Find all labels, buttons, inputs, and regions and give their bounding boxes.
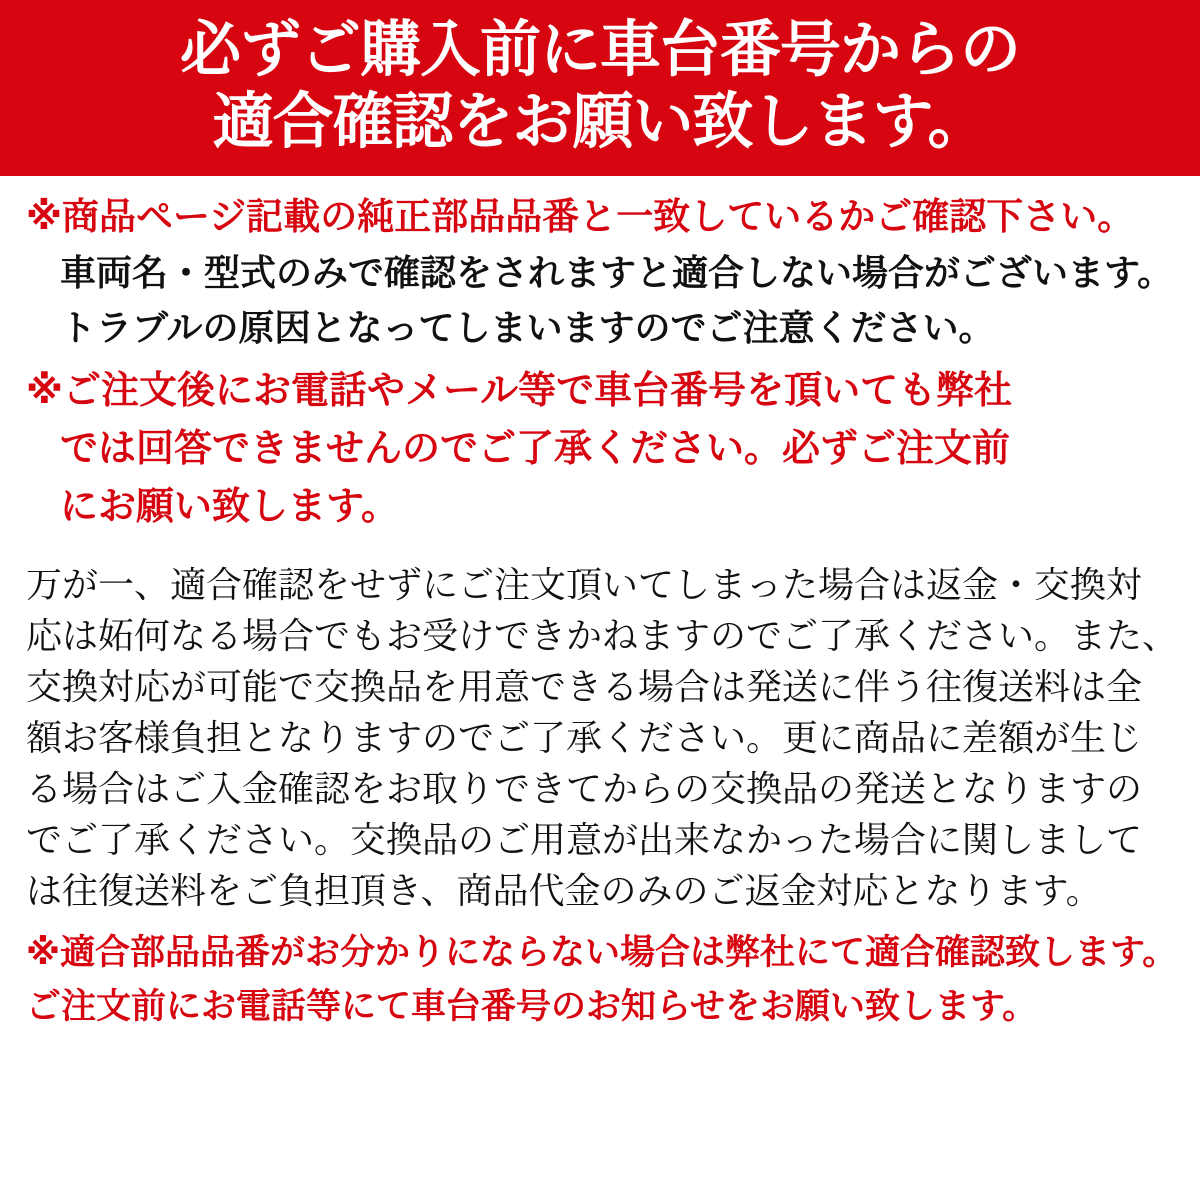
- policy-paragraph: [26, 559, 1179, 917]
- policy-line-4: 額お客様負担となりますのでご了承ください。更に商品に差額が生じ: [26, 717, 1143, 759]
- policy-line-6: でご了承ください。交換品のご用意が出来なかった場合に関しまして: [26, 819, 1143, 861]
- notice-red-2-line-1: ※ご注文後にお電話やメール等で車台番号を頂いても弊社: [26, 369, 1013, 412]
- notice-content: [0, 176, 1200, 1031]
- policy-line-7: は往復送料をご負担頂き、商品代金のみのご返金対応となります。: [26, 870, 1102, 912]
- banner-line-2: 適合確認をお願い致します。: [212, 86, 988, 155]
- policy-line-5: る場合はご入金確認をお取りできてからの交換品の発送となりますの: [26, 768, 1143, 810]
- policy-line-2: 応は妬何なる場合でもお受けできかねますのでご了承ください。また、: [26, 614, 1179, 656]
- notice-red-2-line-2: では回答できませんのでご了承ください。必ずご注文前: [60, 427, 1011, 470]
- banner-line-1: 必ずご購入前に車台番号からの: [179, 15, 1020, 83]
- policy-line-3: 交換対応が可能で交換品を用意できる場合は発送に伴う往復送料は全: [26, 665, 1143, 707]
- footer-line-1: ※適合部品品番がお分かりにならない場合は弊社にて適合確認致します。: [26, 933, 1178, 973]
- footer-line-2: ご注文前にお電話等にて車台番号のお知らせをお願い致します。: [26, 987, 1038, 1027]
- header-banner: [0, 0, 1200, 176]
- policy-line-1: 万が一、適合確認をせずにご注文頂いてしまった場合は返金・交換対: [26, 563, 1143, 605]
- notice-black-1-line-1: 車両名・型式のみで確認をされますと適合しない場合がございます。: [60, 251, 1174, 293]
- footer-note: [26, 930, 1178, 1031]
- notice-black-1-line-2: トラブルの原因となってしまいますのでご注意ください。: [60, 306, 995, 348]
- notice-red-2-line-3: にお願い致します。: [60, 485, 399, 528]
- notice-red-1: ※商品ページ記載の純正部品品番と一致しているかご確認下さい。: [26, 195, 1135, 237]
